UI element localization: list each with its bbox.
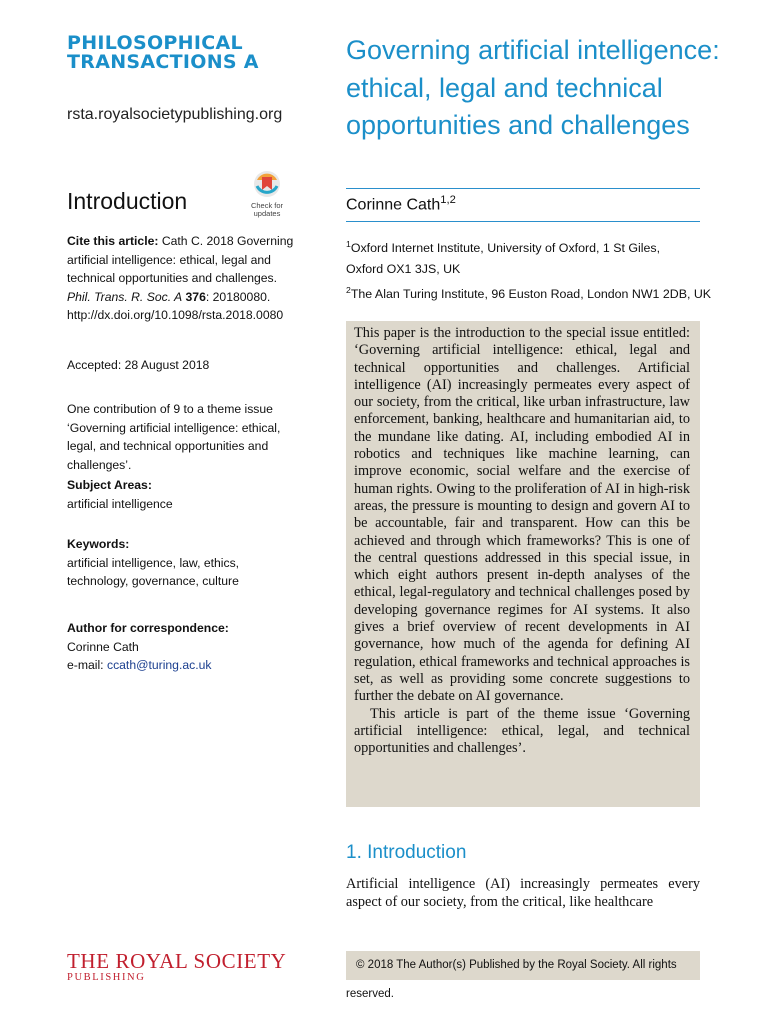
subject-label: Subject Areas: [67,478,152,492]
cite-text: Cath C. 2018 Governing artificial intelligence: ethical, legal and technical opportunities and challenges. [67,234,294,285]
abstract-paragraph: This paper is the introduction to the special issue entitled: ‘Governing artificial intelligence: ethical, legal and technical opportunities and challenges. Artificial intelligence (AI) increasingly permeates every aspect of our society, from the critical, like urban infrastructure, law enforcement, banking, healthcare and humanitarian aid, to the mundane like dating. AI, including embodied AI in robotics and techniques like machine learning, can improve economic, social welfare and the exercise of human rights. Owing to the proliferation of AI in high-risk areas, the pressure is mounting to design and govern AI to be accountable, fair and transparent. How can this be achieved and through which frameworks? This is one of the central questions addressed in this special issue, in which eight authors present in-depth analyses of the ethical, legal-regulatory and technical challenges posed by developing governance regimes for AI systems. It also gives a brief overview of recent developments in AI governance, how much of the agenda for defining AI regulation, ethical frameworks and technical approaches is set, as well as providing some concrete suggestions to further the debate on AI governance. [354,325,690,705]
author-name-text: Corinne Cath [346,196,441,214]
abstract-theme-note: This article is part of the theme issue ‘Governing artificial intelligence: ethical, legal, and technical opportunities and challenges’. [354,705,690,757]
royal-society-logo [67,950,286,984]
crossmark-line1: Check for [250,201,284,210]
affiliations [346,234,726,305]
cite-volume: 376 [185,289,206,304]
copyright-notice [346,951,700,1000]
cite-journal: Phil. Trans. R. Soc. A [67,289,183,304]
affil2-sup: 2 [346,285,351,296]
journal-name [67,34,259,72]
publisher-subname: PUBLISHING [67,972,146,983]
email-label: e-mail: [67,658,107,672]
keywords-label: Keywords: [67,537,130,551]
affil1-line1: Oxford Internet Institute, University of Oxford, 1 St Giles, [350,241,661,256]
website-link[interactable]: rsta.royalsocietypublishing.org [67,106,283,123]
cite-label: Cite this article: [67,234,159,248]
abstract-box [346,321,700,807]
affil1-line2: Oxford OX1 3JS, UK [346,262,461,277]
section-label: Introduction [67,188,188,214]
copyright-text: © 2018 The Author(s) Published by the Royal Society. All rights reserved. [346,959,677,1000]
affil2-text: The Alan Turing Institute, 96 Euston Road, London NW1 2DB, UK [350,287,712,302]
subject-areas [67,476,302,513]
publisher-name: THE ROYAL SOCIETY [67,949,287,973]
crossmark-icon [253,170,281,198]
cite-article-number: : 20180080. [205,289,271,304]
email-link[interactable]: ccath@turing.ac.uk [106,658,212,672]
theme-issue-note: One contribution of 9 to a theme issue ‘Governing artificial intelligence: ethical, legal, and technical opportunities and challenges’. [67,402,281,472]
author-name [346,194,456,214]
author-affiliation-sup: 1,2 [440,194,456,206]
accepted-date: Accepted: 28 August 2018 [67,358,210,372]
journal-name-line2: TRANSACTIONS A [67,51,259,73]
subject-value: artificial intelligence [67,496,173,511]
correspondence-label: Author for correspondence: [67,621,229,635]
section-heading: 1. Introduction [346,842,467,863]
keywords-value: artificial intelligence, law, ethics, technology, governance, culture [67,555,240,588]
crossmark-line2: updates [253,209,281,218]
article-title: Governing artificial intelligence: ethical, legal and technical opportunities and challenges [346,35,720,140]
cite-doi[interactable]: http://dx.doi.org/10.1098/rsta.2018.0080 [67,308,284,322]
title-divider [346,188,700,189]
correspondence-name: Corinne Cath [67,639,139,654]
journal-name-line1: PHILOSOPHICAL [67,32,243,54]
citation-block [67,232,302,325]
affil1-sup: 1 [346,239,351,249]
keywords [67,535,302,591]
author-divider [346,221,700,222]
correspondence [67,619,302,675]
body-paragraph: Artificial intelligence (AI) increasingly permeates every aspect of our society, from the critical, like healthcare [346,876,700,910]
check-for-updates-button[interactable] [244,170,290,218]
